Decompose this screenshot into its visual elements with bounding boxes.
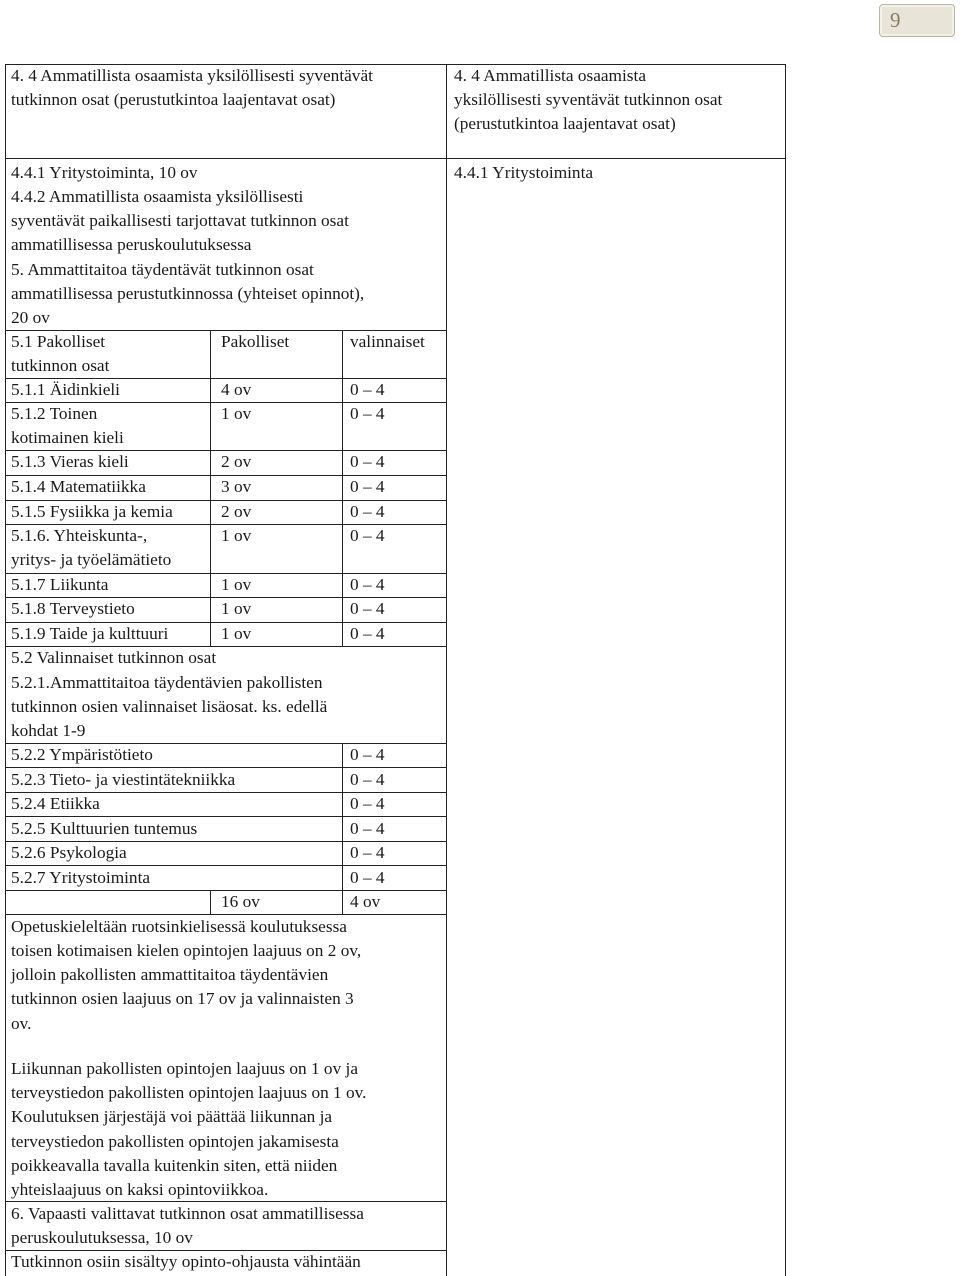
table-row-name: 5.1.4 Matematiikka (11, 477, 146, 496)
inner-col-divider (342, 743, 343, 914)
table-row-range: 0 – 4 (350, 575, 385, 594)
right-header-line: (perustutkintoa laajentavat osat) (454, 114, 676, 133)
table-head-cell: tutkinnon osat (11, 356, 110, 375)
table-row-range: 0 – 4 (350, 599, 385, 618)
paragraph-line: yhteislaajuus on kaksi opintoviikkoa. (11, 1180, 269, 1199)
table-row-name: 5.1.5 Fysiikka ja kemia (11, 502, 173, 521)
inner-col-divider (210, 330, 211, 646)
paragraph-line: toisen kotimaisen kielen opintojen laajuus on 2 ov, (11, 941, 362, 960)
table-row-credits: 1 ov (221, 404, 252, 423)
table-row-name: 5.1.2 Toinen (11, 404, 98, 423)
table-row-name: yritys- ja työelämätieto (11, 550, 172, 569)
intro-line: 4.4.2 Ammatillista osaamista yksilöllisesti (11, 187, 304, 206)
table-left-border (5, 64, 6, 1276)
electives-title: 5.2 Valinnaiset tutkinnon osat (11, 648, 217, 667)
elective-name: 5.2.2 Ympäristötieto (11, 745, 153, 764)
paragraph-line: Liikunnan pakollisten opintojen laajuus on 1 ov ja (11, 1059, 359, 1078)
paragraph-line: tutkinnon osien laajuus on 17 ov ja valinnaisten 3 (11, 989, 354, 1008)
table-row-name: 5.1.8 Terveystieto (11, 599, 135, 618)
page-number: 9 (890, 8, 901, 32)
table-row-credits: 3 ov (221, 477, 252, 496)
elective-range: 0 – 4 (350, 794, 385, 813)
intro-line: 5. Ammattitaitoa täydentävät tutkinnon osat (11, 260, 314, 279)
table-header-divider (5, 158, 786, 159)
left-header-line: tutkinnon osat (perustutkintoa laajentavat osat) (11, 90, 336, 109)
table-row-name: 5.1.6. Yhteiskunta-, (11, 526, 148, 545)
table-row-name: 5.1.1 Äidinkieli (11, 380, 120, 399)
intro-line: syventävät paikallisesti tarjottavat tutkinnon osat (11, 211, 349, 230)
table-row-credits: 1 ov (221, 526, 252, 545)
table-row-range: 0 – 4 (350, 404, 385, 423)
inner-col-divider (342, 330, 343, 646)
elective-range: 0 – 4 (350, 745, 385, 764)
intro-line: ammatillisessa peruskoulutuksessa (11, 235, 252, 254)
table-row-credits: 4 ov (221, 380, 252, 399)
elective-name: 5.2.4 Etiikka (11, 794, 100, 813)
table-row-range: 0 – 4 (350, 502, 385, 521)
table-row-range: 0 – 4 (350, 477, 385, 496)
table-row-credits: 2 ov (221, 452, 252, 471)
table-row-credits: 1 ov (221, 575, 252, 594)
elective-range: 0 – 4 (350, 819, 385, 838)
table-row-name: 5.1.9 Taide ja kulttuuri (11, 624, 169, 643)
table-head-cell: Pakolliset (221, 332, 290, 351)
table-row-credits: 2 ov (221, 502, 252, 521)
electives-note: 5.2.1.Ammattitaitoa täydentävien pakollisten (11, 673, 323, 692)
table-row-credits: 1 ov (221, 599, 252, 618)
table-row-name: kotimainen kieli (11, 428, 124, 447)
table-row-name: 5.1.7 Liikunta (11, 575, 109, 594)
right-item: 4.4.1 Yritystoiminta (454, 163, 594, 182)
table-row-name: 5.1.3 Vieras kieli (11, 452, 129, 471)
right-header-line: yksilöllisesti syventävät tutkinnon osat (454, 90, 723, 109)
table-row-range: 0 – 4 (350, 526, 385, 545)
elective-range: 0 – 4 (350, 868, 385, 887)
total-mandatory: 16 ov (221, 892, 260, 911)
section-6-line: 6. Vapaasti valittavat tutkinnon osat ammatillisessa (11, 1204, 364, 1223)
paragraph-line: jolloin pakollisten ammattitaitoa täydentävien (11, 965, 329, 984)
left-header-line: 4. 4 Ammatillista osaamista yksilöllisesti syventävät (11, 66, 373, 85)
table-right-border (785, 64, 786, 1276)
section-6-line: peruskoulutuksessa, 10 ov (11, 1228, 193, 1247)
intro-line: ammatillisessa perustutkinnossa (yhteiset opinnot), (11, 284, 365, 303)
last-line: Tutkinnon osiin sisältyy opinto-ohjausta vähintään (11, 1252, 361, 1271)
elective-name: 5.2.6 Psykologia (11, 843, 127, 862)
table-row-credits: 1 ov (221, 624, 252, 643)
elective-range: 0 – 4 (350, 770, 385, 789)
table-column-divider (446, 64, 447, 1276)
total-optional: 4 ov (350, 892, 381, 911)
electives-note: tutkinnon osien valinnaiset lisäosat. ks. edellä (11, 697, 328, 716)
elective-name: 5.2.3 Tieto- ja viestintätekniikka (11, 770, 236, 789)
paragraph-line: ov. (11, 1014, 32, 1033)
paragraph-line: poikkeavalla tavalla kuitenkin siten, että niiden (11, 1156, 338, 1175)
paragraph-line: terveystiedon pakollisten opintojen jakamisesta (11, 1132, 339, 1151)
table-row-range: 0 – 4 (350, 380, 385, 399)
paragraph-line: terveystiedon pakollisten opintojen laajuus on 1 ov. (11, 1083, 367, 1102)
elective-range: 0 – 4 (350, 843, 385, 862)
elective-name: 5.2.7 Yritystoiminta (11, 868, 151, 887)
table-head-cell: valinnaiset (350, 332, 425, 351)
table-row-range: 0 – 4 (350, 452, 385, 471)
intro-line: 4.4.1 Yritystoiminta, 10 ov (11, 163, 198, 182)
intro-line: 20 ov (11, 308, 50, 327)
table-row-range: 0 – 4 (350, 624, 385, 643)
elective-name: 5.2.5 Kulttuurien tuntemus (11, 819, 198, 838)
electives-note: kohdat 1-9 (11, 721, 86, 740)
inner-col-divider (210, 890, 211, 914)
paragraph-line: Koulutuksen järjestäjä voi päättää liikunnan ja (11, 1107, 333, 1126)
paragraph-line: Opetuskieleltään ruotsinkielisessä koulutuksessa (11, 917, 347, 936)
table-head-cell: 5.1 Pakolliset (11, 332, 106, 351)
right-header-line: 4. 4 Ammatillista osaamista (454, 66, 646, 85)
page-number-badge (879, 4, 955, 37)
